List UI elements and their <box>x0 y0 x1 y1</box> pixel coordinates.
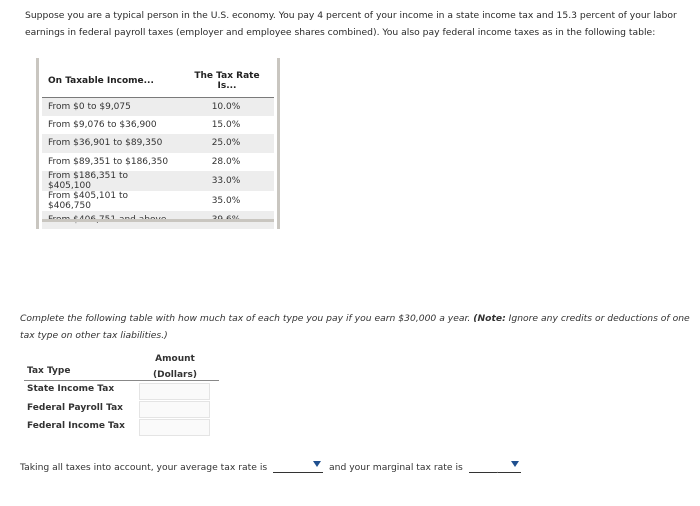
amount-column-header <box>140 351 210 383</box>
table-bottom-rule <box>42 219 274 222</box>
income-cell: From $0 to $9,075 <box>42 98 178 117</box>
table-row <box>42 153 274 171</box>
federal-payroll-tax-input[interactable] <box>139 401 210 418</box>
income-cell: From $89,351 to $186,350 <box>48 156 169 167</box>
amount-header-line1: Amount <box>155 354 195 364</box>
rate-column-header: The Tax Rate Is... <box>178 67 274 98</box>
note-label: (Note: <box>473 313 506 324</box>
problem-intro: Suppose you are a typical person in the U.S. economy. You pay 4 percent of your income in a state income tax and 15.3 percent of your labor earnings in federal payroll taxes (employer and employee shares combined). You also pay federal income taxes as in the following table: <box>25 10 677 38</box>
income-cell: From $405,101 to $406,750 <box>48 190 128 211</box>
income-column-header: On Taxable Income... <box>42 67 178 98</box>
note-text: Ignore any credits or deductions of one tax type on other tax liabilities.) <box>20 313 690 341</box>
rate-cell: 25.0% <box>178 134 274 152</box>
table-row <box>42 171 274 191</box>
state-income-tax-input[interactable] <box>139 383 210 400</box>
amount-header-line2: (Dollars) <box>153 370 197 380</box>
table-row <box>42 116 274 134</box>
state-income-tax-label: State Income Tax <box>27 384 115 394</box>
summary-period: . <box>496 466 499 476</box>
dropdown-arrow-icon <box>511 461 519 467</box>
rate-cell: 33.0% <box>178 171 274 191</box>
average-tax-rate-dropdown[interactable] <box>273 459 323 473</box>
income-cell: From $9,076 to $36,900 <box>48 120 157 131</box>
rate-cell: 28.0% <box>211 156 241 167</box>
summary-prefix: Taking all taxes into account, your average tax rate is <box>20 462 268 473</box>
tax-rate-summary <box>20 459 524 473</box>
rate-cell: 10.0% <box>178 98 274 117</box>
rate-cell: 35.0% <box>211 195 241 206</box>
instructions <box>20 310 690 344</box>
income-cell: From $186,351 to $405,100 <box>42 171 178 191</box>
rate-cell: 15.0% <box>211 120 241 131</box>
table-row <box>42 98 274 117</box>
tax-rate-table <box>42 67 274 229</box>
answer-header-rule <box>24 380 219 381</box>
dropdown-arrow-icon <box>313 461 321 467</box>
marginal-tax-rate-dropdown[interactable] <box>469 459 521 473</box>
income-cell: From $36,901 to $89,350 <box>42 134 178 152</box>
table-row <box>42 134 274 152</box>
federal-income-tax-label: Federal Income Tax <box>27 421 125 431</box>
tax-type-column-header: Tax Type <box>27 366 71 376</box>
table-row <box>42 191 274 211</box>
summary-middle: and your marginal tax rate is <box>329 462 463 473</box>
instructions-main: Complete the following table with how much tax of each type you pay if you earn $30,000 a year. <box>20 313 474 324</box>
federal-income-tax-input[interactable] <box>139 419 210 436</box>
federal-payroll-tax-label: Federal Payroll Tax <box>27 403 123 413</box>
